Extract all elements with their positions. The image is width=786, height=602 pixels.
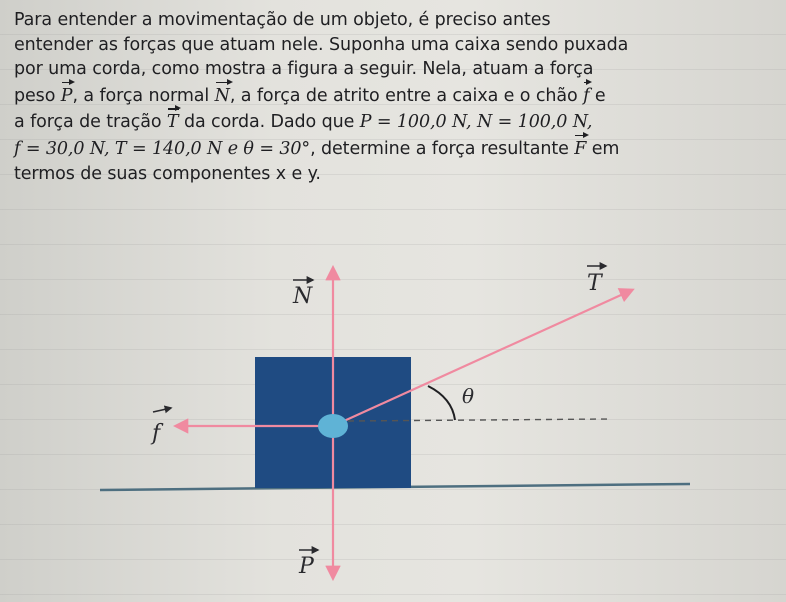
angle-arc xyxy=(428,386,455,420)
text-determine: , determine a força resultante xyxy=(310,138,575,159)
vector-P-symbol: P xyxy=(61,82,73,109)
problem-line-3: por uma corda, como mostra a figura a seguir. Nela, atuam a força xyxy=(14,59,594,80)
label-P: P xyxy=(299,554,314,579)
problem-line-1: Para entender a movimentação de um objeto, é preciso antes xyxy=(14,10,551,30)
label-f: f xyxy=(152,421,161,446)
given-values-1: P = 100,0 N, N = 100,0 N, xyxy=(359,112,593,133)
text-peso: peso xyxy=(14,85,61,106)
text-atrito: , a força de atrito entre a caixa e o chão xyxy=(229,85,584,106)
vector-f-symbol: f xyxy=(583,82,589,109)
vector-F-symbol: F xyxy=(574,135,586,162)
given-values-2: f = 30,0 N, T = 140,0 N e θ = 30° xyxy=(14,138,311,159)
vector-N-symbol: N xyxy=(215,82,230,109)
text-tracao: a força de tração xyxy=(14,112,167,133)
text-e: e xyxy=(589,85,606,106)
label-T: T xyxy=(587,271,602,296)
vector-T-symbol: T xyxy=(167,108,179,135)
text-forca-normal: , a força normal xyxy=(72,85,215,106)
problem-line-7: termos de suas componentes x e y. xyxy=(14,163,321,184)
text-em: em xyxy=(586,138,620,159)
text-dado-que: da corda. Dado que xyxy=(178,112,360,133)
label-N: N xyxy=(293,284,313,309)
problem-line-2: entender as forças que atuam nele. Suponha uma caixa sendo puxada xyxy=(14,34,629,55)
label-f-vector-arrow xyxy=(153,408,171,412)
label-theta: θ xyxy=(462,384,475,408)
center-of-mass-dot xyxy=(318,414,348,438)
